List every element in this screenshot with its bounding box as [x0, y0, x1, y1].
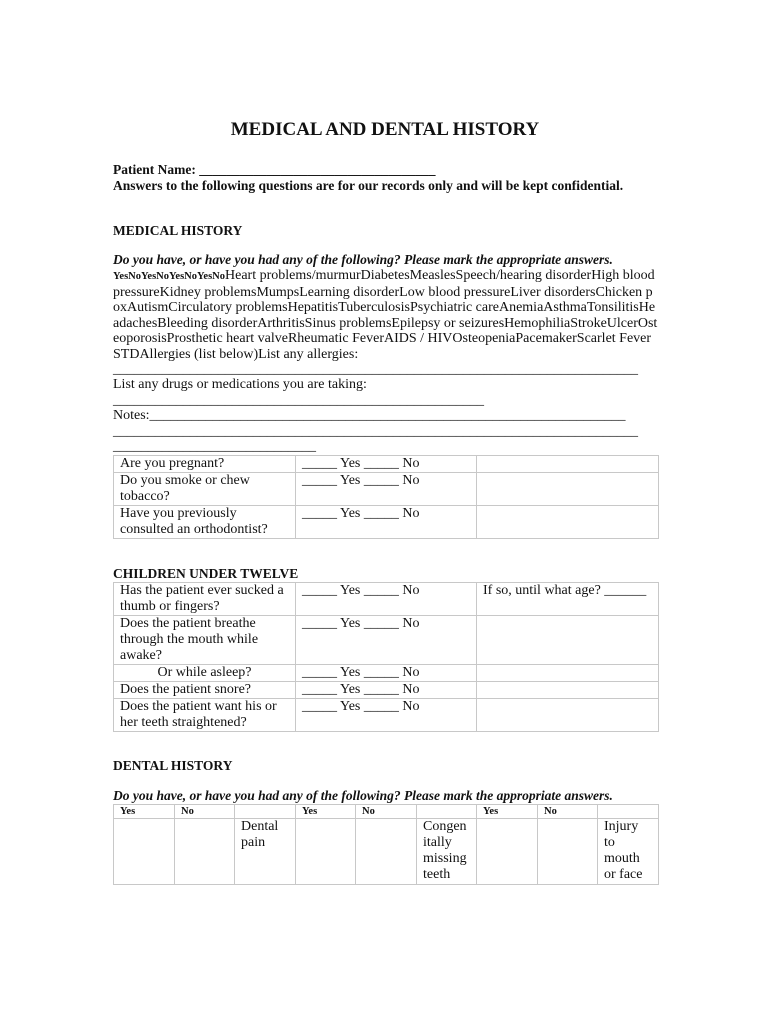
answer-mouth-breathe[interactable]: _____ Yes _____ No [296, 616, 477, 665]
question-orthodontist: Have you previously consulted an orthodontist? [114, 506, 296, 539]
dental-item-missing-teeth: Congen itally missing teeth [417, 819, 477, 885]
dental-question: Do you have, or have you had any of the following? Please mark the appropriate answers. [113, 788, 613, 803]
page-title: MEDICAL AND DENTAL HISTORY [230, 119, 540, 140]
dental-no-header: No [538, 805, 598, 819]
dental-pain-yes-box[interactable] [114, 819, 175, 885]
answer-straighten[interactable]: _____ Yes _____ No [296, 699, 477, 732]
dental-header-row [114, 805, 659, 819]
allergies-line[interactable]: ___________________________________________________________________________ [113, 362, 638, 377]
extra-cell [477, 473, 659, 506]
answer-orthodontist[interactable]: _____ Yes _____ No [296, 506, 477, 539]
table-row [114, 506, 659, 539]
missing-teeth-no-box[interactable] [356, 819, 417, 885]
question-snore: Does the patient snore? [114, 682, 296, 699]
answer-thumb[interactable]: _____ Yes _____ No [296, 583, 477, 616]
dental-item-row [114, 819, 659, 885]
medical-conditions-paragraph [113, 268, 658, 363]
extra-cell [477, 616, 659, 665]
missing-teeth-yes-box[interactable] [296, 819, 356, 885]
question-straighten: Does the patient want his or her teeth straightened? [114, 699, 296, 732]
injury-yes-box[interactable] [477, 819, 538, 885]
answer-snore[interactable]: _____ Yes _____ No [296, 682, 477, 699]
table-row [114, 456, 659, 473]
question-mouth-breathe: Does the patient breathe through the mouth while awake? [114, 616, 296, 665]
notes-line-3[interactable]: _____________________________ [113, 439, 316, 454]
dental-item-dental-pain: Dental pain [235, 819, 296, 885]
thumb-age-field[interactable]: If so, until what age? ______ [477, 583, 659, 616]
dental-yes-header: Yes [296, 805, 356, 819]
dental-label-header [417, 805, 477, 819]
dental-history-heading: DENTAL HISTORY [113, 758, 233, 773]
question-pregnant: Are you pregnant? [114, 456, 296, 473]
confidential-note: Answers to the following questions are for our records only and will be kept confidential. [113, 178, 624, 193]
dental-table [113, 804, 659, 885]
question-smoke: Do you smoke or chew tobacco? [114, 473, 296, 506]
extra-cell [477, 456, 659, 473]
question-thumb: Has the patient ever sucked a thumb or fingers? [114, 583, 296, 616]
dental-no-header: No [356, 805, 417, 819]
children-table [113, 582, 659, 732]
extra-cell [477, 699, 659, 732]
notes-line-2[interactable]: ___________________________________________________________________________ [113, 424, 638, 439]
medical-yesno-labels: YesNoYesNoYesNoYesNo [113, 271, 225, 282]
children-heading: CHILDREN UNDER TWELVE [113, 566, 299, 581]
injury-no-box[interactable] [538, 819, 598, 885]
dental-label-header [598, 805, 659, 819]
drugs-line[interactable]: _____________________________________________________ [113, 393, 484, 408]
answer-asleep[interactable]: _____ Yes _____ No [296, 665, 477, 682]
table-row [114, 616, 659, 665]
table-row [114, 583, 659, 616]
drugs-label: List any drugs or medications you are taking: [113, 377, 367, 392]
medical-conditions-text: Heart problems/murmurDiabetesMeaslesSpeech/hearing disorderHigh blood pressureKidney problemsMumpsLearning disorderLow blood pressureLiver disordersChicken poxAutismCirculatory problemsHepatitisTuberculosisPsychiatric careAnemiaAsthmaTonsilitisHeadachesBleeding disorderArthritisSinus problemsEpilepsy or seizuresHemophiliaStrokeUlcerOsteoporosisProsthetic heart valveRheumatic FeverAIDS / HIVOsteopeniaPacemakerScarlet FeverSTDAllergies (list below)List any allergies: [113, 268, 658, 362]
general-questions-table [113, 455, 659, 539]
dental-item-injury: Injury to mouth or face [598, 819, 659, 885]
answer-smoke[interactable]: _____ Yes _____ No [296, 473, 477, 506]
dental-label-header [235, 805, 296, 819]
question-asleep: Or while asleep? [114, 665, 296, 682]
dental-yes-header: Yes [477, 805, 538, 819]
extra-cell [477, 682, 659, 699]
table-row [114, 473, 659, 506]
answer-pregnant[interactable]: _____ Yes _____ No [296, 456, 477, 473]
extra-cell [477, 506, 659, 539]
dental-no-header: No [175, 805, 235, 819]
medical-question: Do you have, or have you had any of the following? Please mark the appropriate answers. [113, 252, 613, 267]
notes-field[interactable]: Notes:____________________________________________________________________ [113, 408, 626, 423]
patient-name-field[interactable]: Patient Name: ___________________________________ [113, 162, 436, 177]
extra-cell [477, 665, 659, 682]
medical-history-heading: MEDICAL HISTORY [113, 223, 243, 238]
dental-yes-header: Yes [114, 805, 175, 819]
dental-pain-no-box[interactable] [175, 819, 235, 885]
table-row [114, 682, 659, 699]
table-row [114, 665, 659, 682]
table-row [114, 699, 659, 732]
